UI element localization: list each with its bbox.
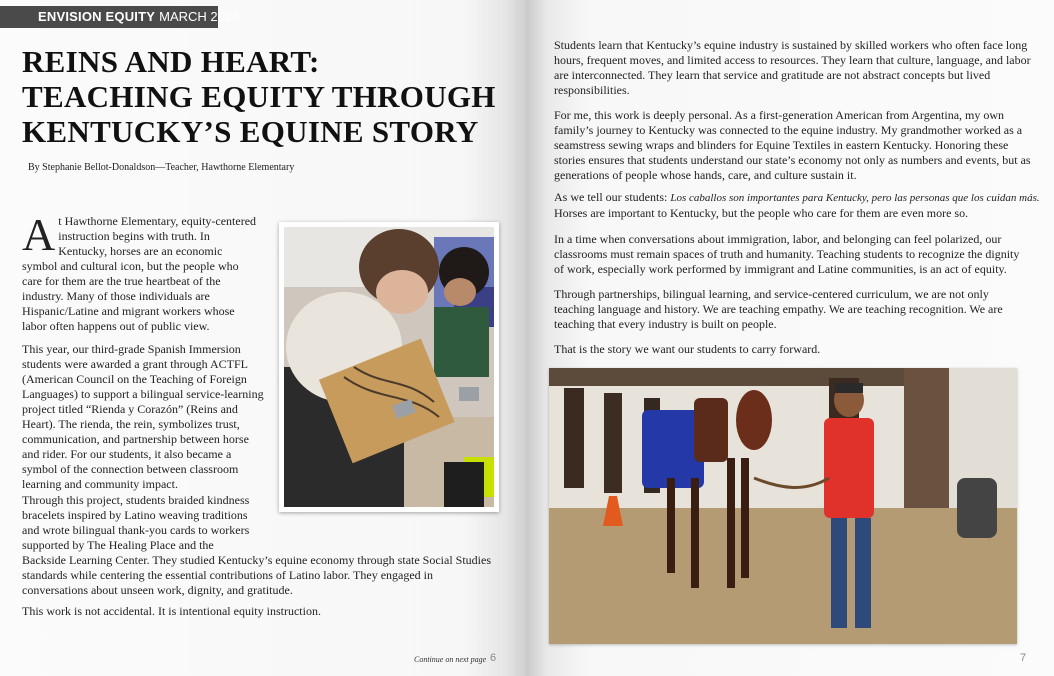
horse-photo	[549, 368, 1017, 644]
english-quote: Horses are important to Kentucky, but the people who care for them are even more so.	[554, 206, 969, 220]
closing-paragraph: This work is not accidental. It is intentional equity instruction.	[22, 604, 321, 618]
drop-cap: A	[22, 209, 56, 260]
left-page	[0, 0, 526, 676]
title-line: KENTUCKY’S EQUINE STORY	[22, 114, 479, 149]
polarization-paragraph: In a time when conversations about immigration, labor, and belonging can feel polarized, our classrooms must remain spaces of truth and humanity. Teaching students to recognize the dignity of work, especially work performed by immigrant and Latine communities, is an act of equity.	[554, 232, 1020, 276]
grant-paragraph: This year, our third-grade Spanish Immersion students were awarded a grant through ACTFL (American Council on the Teaching of Foreign Languages) to support a bilingual service-learning project titled “Rienda y Corazón” (Reins and Heart). The rienda, the rein, symbolizes trust, communication, and partnership between horse and rider. For our students, it also became a symbol of the connection between classroom learning and community impact.	[22, 342, 264, 491]
publication-name: ENVISION EQUITY	[38, 9, 156, 24]
continue-note: Continue on next page	[414, 655, 487, 664]
students-photo	[279, 222, 499, 512]
article-title	[22, 44, 496, 149]
intro-paragraph: A t Hawthorne Elementary, equity-centered instruction begins with truth. In Kentucky, horses are an economic symbol and cultural icon, but the people who care for them are the true heartbeat of the industry. Many of those individuals are Hispanic/Latine and migrant workers whose labor often happens out of public view.	[22, 209, 257, 333]
story-paragraph: That is the story we want our students to carry forward.	[554, 342, 821, 356]
title-line: TEACHING EQUITY THROUGH	[22, 79, 496, 114]
personal-paragraph: For me, this work is deeply personal. As a first-generation American from Argentina, my own family’s journey to Kentucky was connected to the equine industry. My grandmother worked as a seamstress sewing wraps and blinders for Equine Textiles in eastern Kentucky. Honoring these stories ensures that students understand our state’s economy not only as numbers and events, but as generations of people whose hands, care, and culture sustain it.	[554, 108, 1031, 182]
page-number-left: 6	[490, 652, 497, 664]
title-line: REINS AND HEART:	[22, 44, 320, 79]
workers-paragraph: Students learn that Kentucky’s equine industry is sustained by skilled workers who often face long hours, frequent moves, and limited access to resources. They learn that culture, language, and labor are interconnected. They learn that service and gratitude are not abstract concepts but lived responsibilities.	[554, 38, 1031, 97]
groom-leading-horse-image	[549, 368, 1017, 644]
students-braiding-image	[284, 227, 494, 507]
page-number-right: 7	[1020, 652, 1027, 664]
issue-date: MARCH 2026	[159, 9, 240, 24]
quote-paragraph: As we tell our students: Los caballos son importantes para Kentucky, pero las personas que los cuidan más. Horses are important to Kentucky, but the people who care for them are even more so.	[554, 190, 1040, 220]
spanish-quote: Los caballos son importantes para Kentucky, pero las personas que los cuidan más.	[670, 192, 1040, 204]
publication-banner	[0, 6, 240, 28]
partnerships-paragraph: Through partnerships, bilingual learning, and service-centered curriculum, we are not only teaching language and history. We are teaching empathy. We are teaching recognition. We are teaching that every industry is built on people.	[554, 287, 1003, 331]
project-paragraph: Through this project, students braided kindness bracelets inspired by Latino weaving traditions and wrote bilingual thank-you cards to workers supported by The Healing Place and the Backside Learning Center. They studied Kentucky’s equine economy through state Social Studies standards while centering the essential contributions of Latino labor. They engaged in conversations about unseen work, dignity, and gratitude.	[22, 493, 492, 597]
byline: By Stephanie Bellot-Donaldson—Teacher, Hawthorne Elementary	[28, 162, 295, 173]
